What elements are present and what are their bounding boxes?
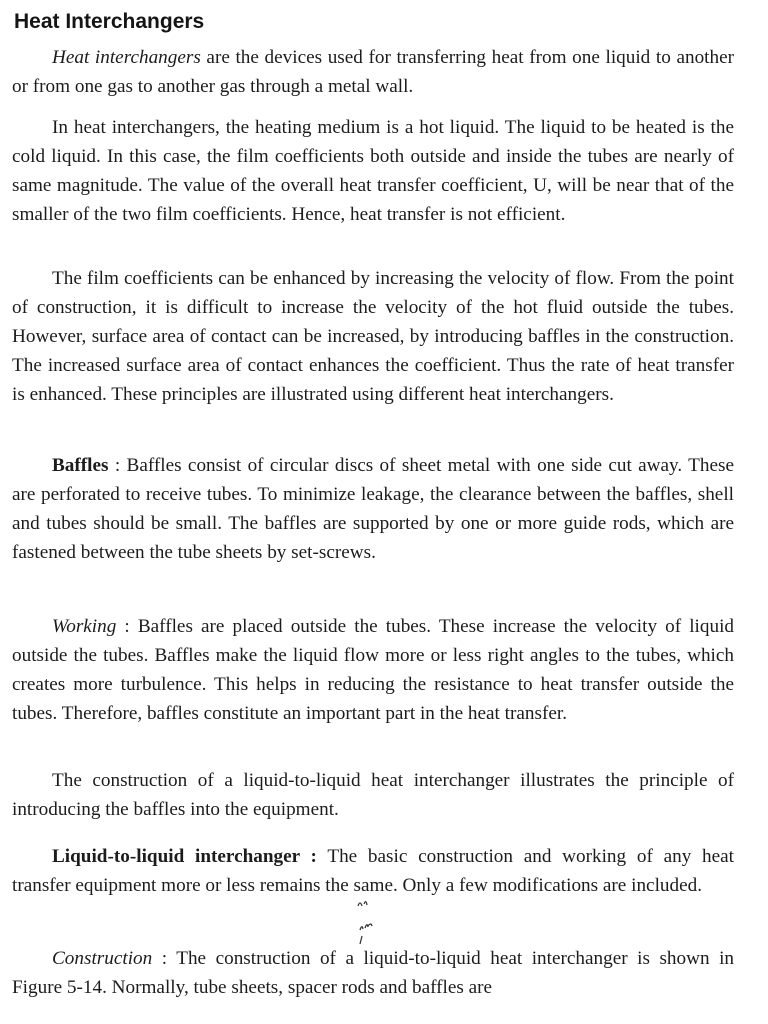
handwritten-mark-icon <box>350 896 386 948</box>
paragraph-lead: Heat interchangers <box>52 47 201 68</box>
paragraph-definition <box>12 43 734 101</box>
paragraph-lead: Working <box>52 616 117 637</box>
paragraph-construction-intro <box>12 766 734 824</box>
paragraph-text: : The construction of a liquid-to-liquid heat interchanger is shown in Figure 5-14. Normally, tube sheets, spacer rods and baffles are <box>12 948 734 998</box>
paragraph-text: In heat interchangers, the heating medium is a hot liquid. The liquid to be heated is the cold liquid. In this case, the film coefficients both outside and inside the tubes are nearly of same magnitude. The value of the overall heat transfer coefficient, U, will be near that of the smaller of the two film coefficients. Hence, heat transfer is not efficient. <box>12 117 734 225</box>
paragraph-working <box>12 612 734 728</box>
paragraph-lead: Liquid-to-liquid interchanger : <box>52 846 317 867</box>
paragraph-film-coefficients <box>12 113 734 229</box>
paragraph-text: : Baffles consist of circular discs of sheet metal with one side cut away. These are perforated to receive tubes. To minimize leakage, the clearance between the baffles, shell and tubes should be small. The baffles are supported by one or more guide rods, which are fastened between the tube sheets by set-screws. <box>12 455 734 563</box>
paragraph-text: : Baffles are placed outside the tubes. These increase the velocity of liquid outside the tubes. Baffles make the liquid flow more or less right angles to the tubes, which creates more turbulence. This helps in reducing the resistance to heat transfer outside the tubes. Therefore, baffles constitute an important part in the heat transfer. <box>12 616 734 724</box>
paragraph-text: The film coefficients can be enhanced by increasing the velocity of flow. From the point of construction, it is difficult to increase the velocity of the hot fluid outside the tubes. However, surface area of contact can be increased, by introducing baffles in the construction. The increased surface area of contact enhances the coefficient. Thus the rate of heat transfer is enhanced. These principles are illustrated using different heat interchangers. <box>12 268 734 405</box>
paragraph-liquid-interchanger <box>12 842 734 900</box>
section-heading: Heat Interchangers <box>14 10 205 33</box>
paragraph-velocity <box>12 264 734 409</box>
paragraph-lead: Construction <box>52 948 153 969</box>
paragraph-text: The basic construction and working of any heat transfer equipment more or less remains the same. Only a few modifications are included. <box>12 846 734 896</box>
paragraph-text: The construction of a liquid-to-liquid heat interchanger illustrates the principle of introducing the baffles into the equipment. <box>12 770 734 820</box>
paragraph-construction <box>12 944 734 1002</box>
paragraph-lead: Baffles <box>52 455 109 476</box>
paragraph-text: are the devices used for transferring heat from one liquid to another or from one gas to another gas through a metal wall. <box>12 47 734 97</box>
paragraph-baffles <box>12 451 734 567</box>
